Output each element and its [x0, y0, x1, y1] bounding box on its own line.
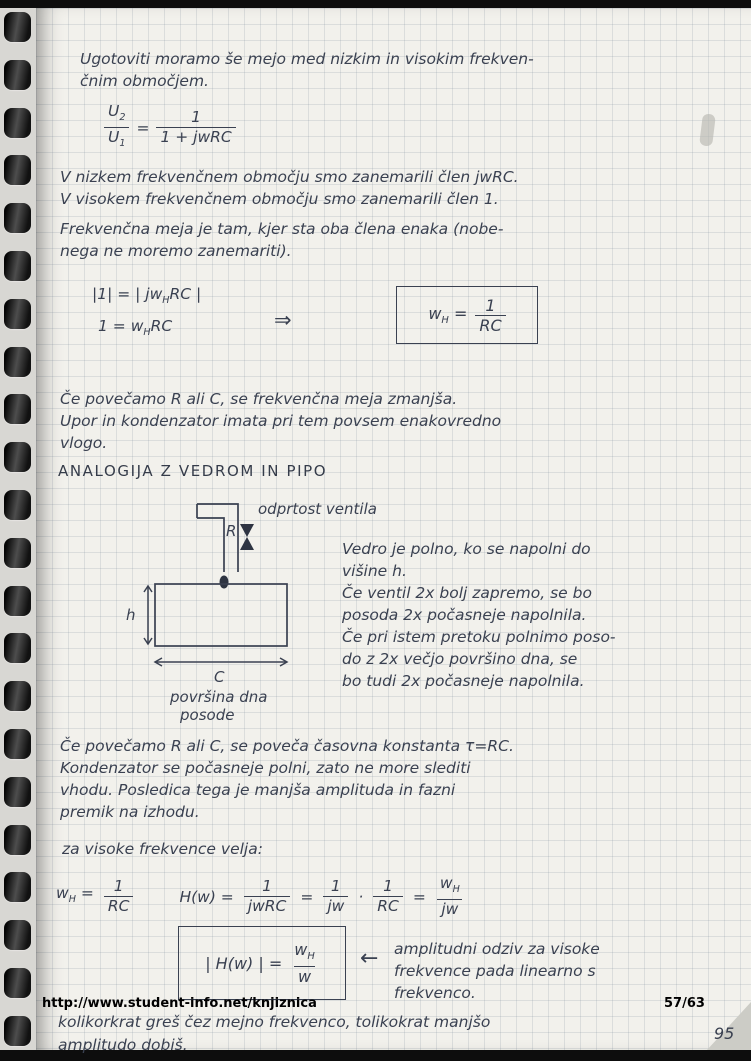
area-label-line2: posode [180, 706, 235, 724]
bucket-rect [155, 584, 287, 646]
spiral-ring [4, 251, 31, 281]
library-url: http://www.student-info.net/knjiznica [42, 996, 317, 1011]
text-line: Če povečamo R ali C, se frekvenčna meja zmanjša. [60, 390, 458, 408]
valve-open-label: odprtost ventila [258, 500, 377, 518]
text-line: Če ventil 2x bolj zapremo, se bo [342, 584, 592, 602]
intro-paragraph [80, 48, 534, 92]
fraction-1-jwrc: $\frac{1}{\text{jwRC}}$ [244, 877, 291, 916]
transfer-function-formula [104, 102, 236, 153]
text-line: do z 2x večjo površino dna, se [342, 650, 578, 668]
high-frequency-intro: za visoke frekvence velja: [62, 840, 263, 858]
fraction-numerator: $w_H$ [294, 939, 315, 963]
equals-sign: = [300, 887, 314, 906]
text-line: amplitudo dobiš. [58, 1036, 188, 1054]
text-line: frekvence pada linearno s [394, 962, 596, 980]
spiral-ring [4, 920, 31, 950]
text-line: Upor in kondenzator imata pri tem povsem enakovredno [60, 412, 502, 430]
text-line: V nizkem frekvenčnem območju smo zanemarili člen jwRC. [60, 168, 519, 186]
spiral-ring [4, 394, 31, 424]
text-line: čnim območjem. [80, 72, 209, 90]
spiral-ring [4, 538, 31, 568]
text-line: Frekvenčna meja je tam, kjer sta oba člena enaka (nobe- [60, 220, 504, 238]
fraction-wh-jw: $\frac{w_H}{jw}$ [436, 874, 464, 919]
text-line: Če povečamo R ali C, se poveča časovna konstanta τ=RC. [60, 737, 514, 755]
spiral-ring [4, 777, 31, 807]
time-constant-paragraph [60, 735, 514, 823]
text-line: vhodu. Posledica tega je manjša amplituda in fazni [60, 781, 456, 799]
text-line: amplitudni odziv za visoke [394, 940, 600, 958]
rc-role-paragraph [60, 388, 501, 454]
fraction-numerator: $U_2$ [108, 102, 126, 124]
text-line: vlogo. [60, 434, 108, 452]
fraction-wh-w: $\frac{w_H}{w}$ [290, 940, 319, 986]
spiral-ring [4, 60, 31, 90]
fraction-denominator: 1 + jwRC [156, 127, 235, 147]
spiral-ring [4, 633, 31, 663]
text-line: Ugotoviti moramo še mejo med nizkim in visokim frekven- [80, 50, 534, 68]
valve-icon [240, 524, 254, 537]
fraction-u2-u1 [104, 102, 129, 153]
spiral-ring [4, 1016, 31, 1046]
boundary-paragraph [60, 218, 503, 262]
page-indicator: 57/63 [664, 996, 705, 1011]
region-notes [60, 166, 519, 210]
fraction-1-jw: $\frac{1}{jw}$ [323, 877, 348, 916]
fraction-numerator: 1 [191, 108, 202, 127]
text-line: premik na izhodu. [60, 803, 200, 821]
equals-sign: = [136, 118, 150, 137]
spiral-ring [4, 347, 31, 377]
notebook-page-number: 95 [714, 1024, 735, 1043]
magnitude-note [394, 938, 600, 1004]
spiral-ring [4, 872, 31, 902]
spiral-ring [4, 155, 31, 185]
spiral-ring [4, 299, 31, 329]
fraction-1-rc2: $\frac{1}{RC}$ [373, 877, 403, 916]
magnitude-response-box [178, 926, 346, 1000]
text-line: kolikorkrat greš čez mejno frekvenco, tolikokrat manjšo [58, 1013, 491, 1031]
resistance-label: R [226, 522, 237, 540]
spiral-ring [4, 203, 31, 233]
spiral-ring [4, 586, 31, 616]
implies-arrow: ⇒ [274, 308, 292, 332]
wh-symbol: $w_H$ = [428, 303, 468, 327]
fraction-numerator: $w_H$ [439, 874, 460, 896]
spiral-ring [4, 442, 31, 472]
analogy-heading: ANALOGIJA Z VEDROM IN PIPO [58, 462, 328, 480]
water-drop-icon [220, 576, 229, 589]
derivation-eq1: |1| = | $jw_HRC$ | [92, 285, 202, 307]
spiral-ring [4, 729, 31, 759]
text-line: V visokem frekvenčnem območju smo zanemarili člen 1. [60, 190, 499, 208]
height-arrow [144, 586, 152, 644]
text-line: posoda 2x počasneje napolnila. [342, 606, 587, 624]
text-line: Vedro je polno, ko se napolni do [342, 540, 591, 558]
left-arrow: ← [360, 946, 379, 971]
height-label: h [126, 606, 136, 624]
spiral-ring [4, 490, 31, 520]
magnitude-lhs: | H(w) | = [205, 953, 283, 973]
spiral-ring [4, 825, 31, 855]
h-of-w: H(w) = [179, 887, 234, 906]
cutoff-frequency-box [396, 286, 538, 344]
text-line: Če pri istem pretoku polnimo poso- [342, 628, 616, 646]
high-frequency-formula [56, 874, 464, 919]
fraction-rc [156, 108, 235, 147]
fraction-denominator: $U_1$ [104, 127, 129, 153]
spiral-ring [4, 108, 31, 138]
equals-sign: = [412, 887, 426, 906]
spiral-ring [4, 12, 31, 42]
fraction-1-rc: $\frac{1}{RC}$ [104, 877, 134, 916]
text-line: višine h. [342, 562, 407, 580]
spiral-ring [4, 681, 31, 711]
text-line: Kondenzator se počasneje polni, zato ne more slediti [60, 759, 471, 777]
valve-icon [240, 537, 254, 550]
fraction-1-rc: $\frac{1}{RC}$ [475, 296, 505, 335]
bottom-note [58, 1011, 490, 1057]
width-arrow [155, 658, 287, 666]
text-line: nega ne moremo zanemariti). [60, 242, 292, 260]
area-label-line1: površina dna [170, 688, 268, 706]
derivation-eq2: $1 = w_HRC$ [98, 317, 173, 339]
bucket-explanation [342, 538, 616, 692]
spiral-ring [4, 968, 31, 998]
wh-symbol: $w_H$ = [56, 884, 94, 906]
capacitance-label: C [214, 668, 225, 686]
spiral-binding [0, 8, 36, 1050]
text-line: bo tudi 2x počasneje napolnila. [342, 672, 585, 690]
text-line: frekvenco. [394, 984, 476, 1002]
multiply-dot: · [358, 887, 364, 906]
